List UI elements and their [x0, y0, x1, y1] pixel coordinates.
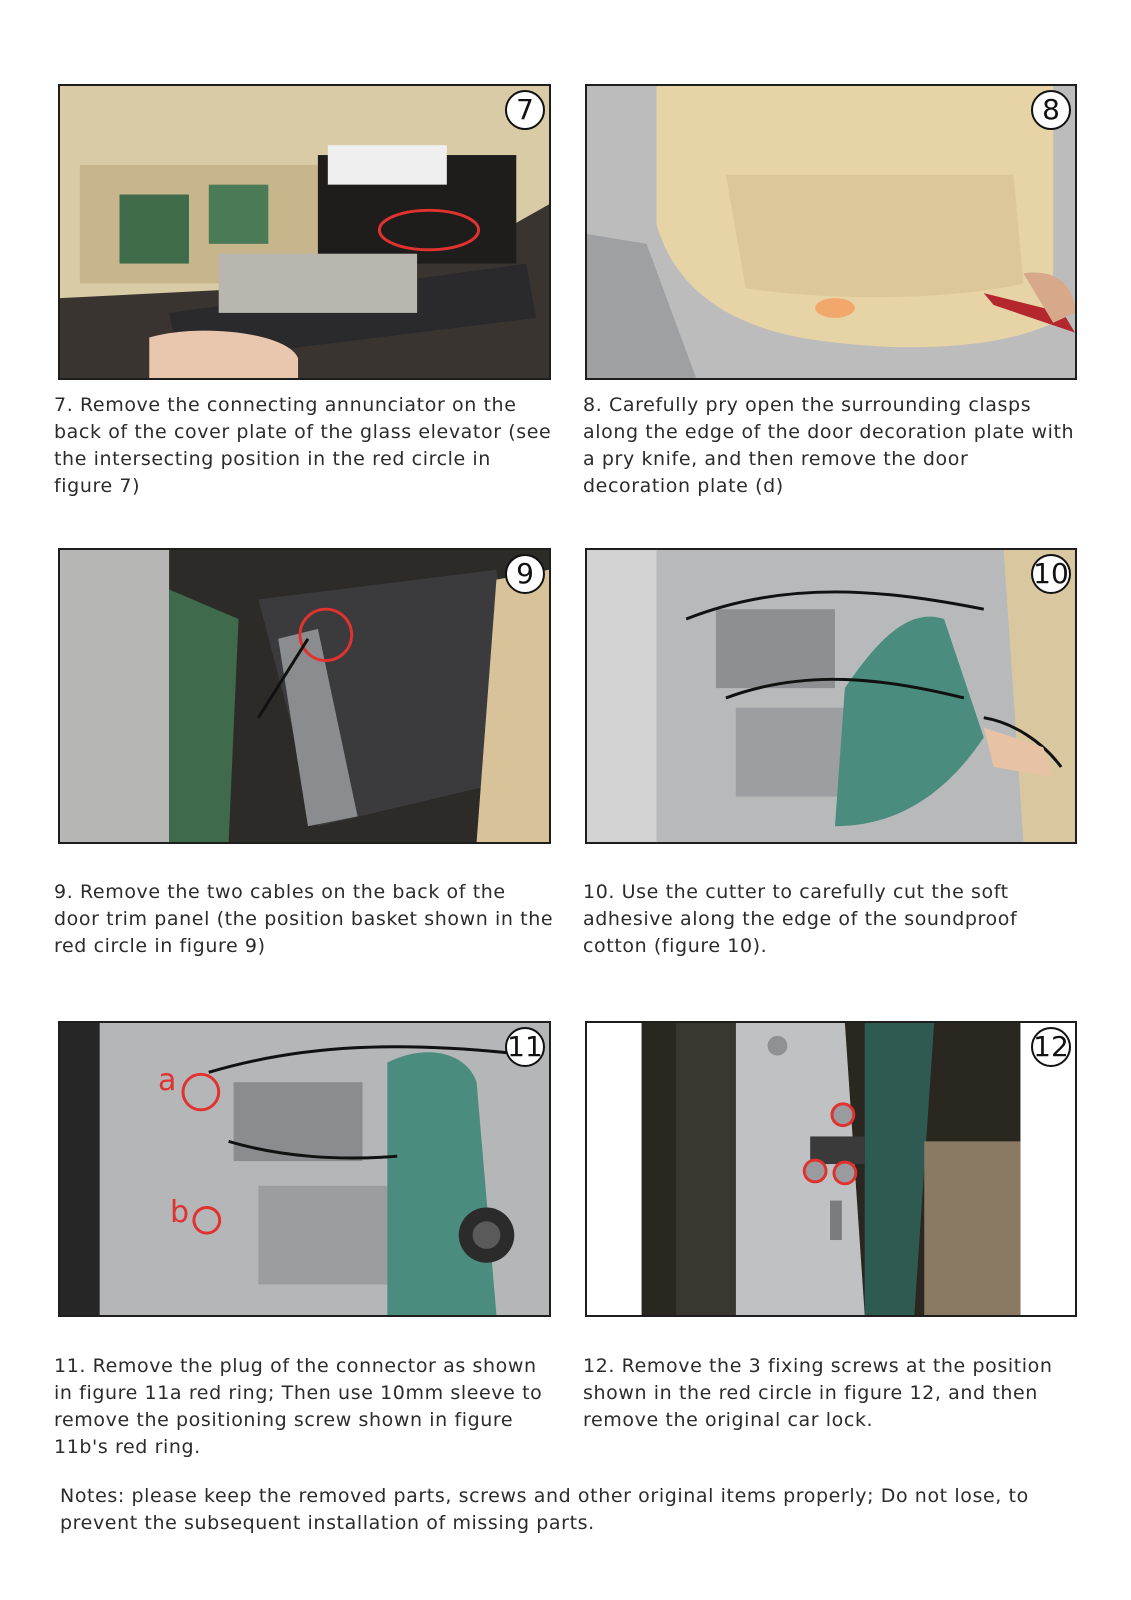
step-11-photo [58, 1021, 551, 1317]
step-7-photo [58, 84, 551, 380]
glass-elevator-cover-image [60, 86, 549, 378]
step-7-caption: 7. Remove the connecting annunciator on the back of the cover plate of the glass elevator (see the intersecting position in the red circle in figure 7) [54, 394, 552, 497]
callout-label-b: b [170, 1195, 190, 1230]
step-number-badge: 10 [1031, 554, 1071, 594]
step-number-badge: 9 [505, 554, 545, 594]
step-number-badge: 7 [505, 90, 545, 130]
callout-label-a: a [158, 1063, 177, 1098]
step-number-badge: 12 [1031, 1027, 1071, 1067]
step-9-photo [58, 548, 551, 844]
door-decoration-plate-image [587, 86, 1075, 378]
step-12-photo [585, 1021, 1077, 1317]
step-8-photo [585, 84, 1077, 380]
step-9-caption: 9. Remove the two cables on the back of the door trim panel (the position basket shown in the red circle in figure 9) [54, 881, 554, 957]
notes-text: Notes: please keep the removed parts, screws and other original items properly; Do not lose, to prevent the subsequent installation of missing parts. [60, 1485, 1029, 1534]
step-8-caption: 8. Carefully pry open the surrounding clasps along the edge of the door decoration plate with a pry knife, and then remove the door decoration plate (d) [583, 394, 1075, 497]
step-number-badge: 8 [1031, 90, 1071, 130]
step-11-caption: 11. Remove the plug of the connector as shown in figure 11a red ring; Then use 10mm sleeve to remove the positioning screw shown in figure 11b's red ring. [54, 1355, 543, 1458]
car-lock-screws-image [587, 1023, 1075, 1315]
door-trim-panel-back-image [60, 550, 549, 842]
soundproof-cotton-image [587, 550, 1075, 842]
step-10-caption: 10. Use the cutter to carefully cut the soft adhesive along the edge of the soundproof cotton (figure 10). [583, 881, 1018, 957]
step-12-caption: 12. Remove the 3 fixing screws at the position shown in the red circle in figure 12, and then remove the original car lock. [583, 1355, 1053, 1431]
connector-plug-image [60, 1023, 549, 1315]
step-number-badge: 11 [505, 1027, 545, 1067]
step-10-photo [585, 548, 1077, 844]
